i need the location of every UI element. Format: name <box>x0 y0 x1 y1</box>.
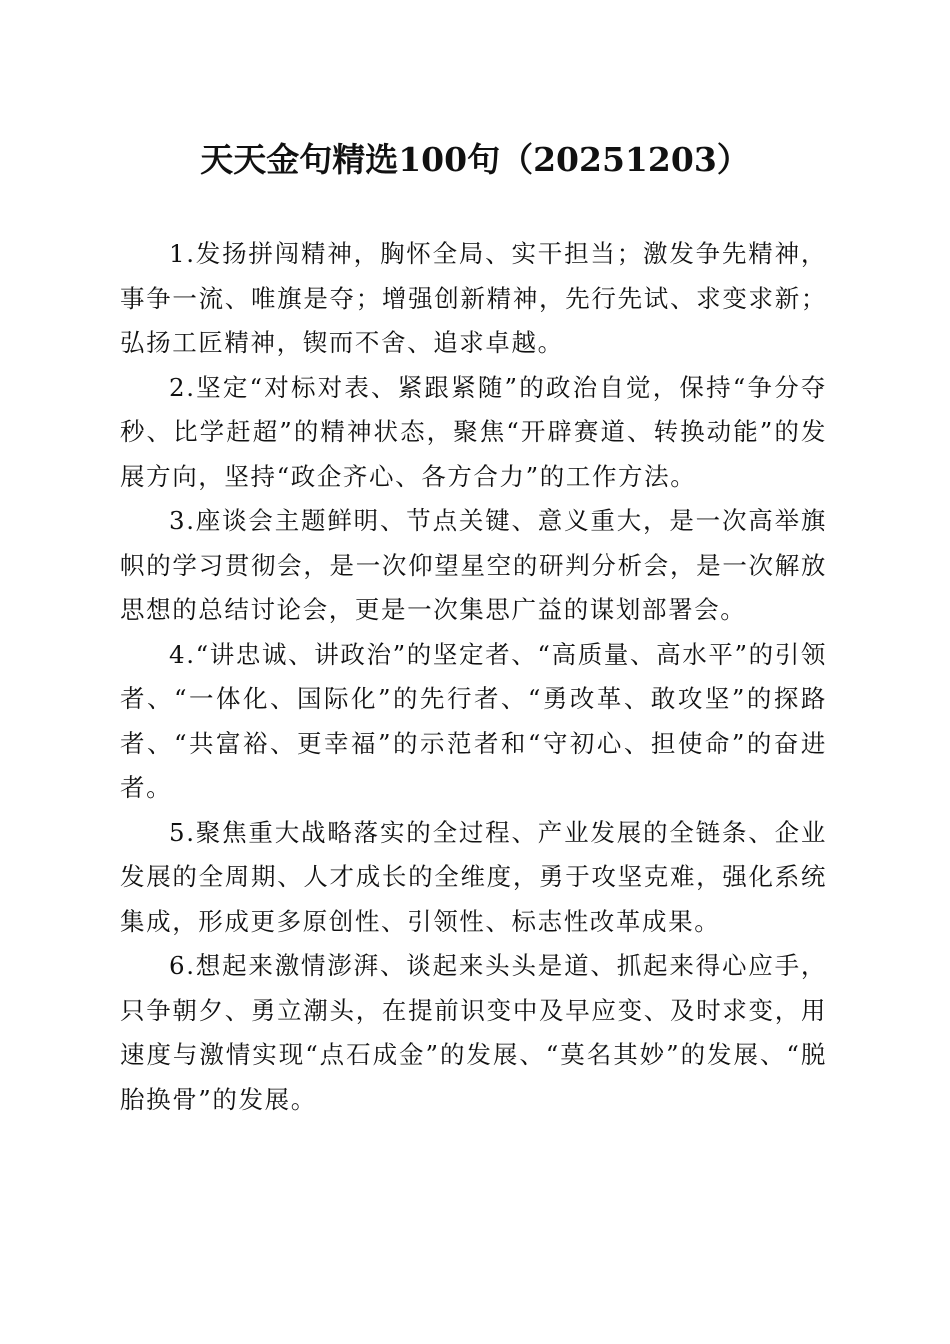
paragraph-4: 4.“讲忠诚、讲政治”的坚定者、“高质量、高水平”的引领者、“一体化、国际化”的先行者、“勇改革、敢攻坚”的探路者、“共富裕、更幸福”的示范者和“守初心、担使命”的奋进者。 <box>120 639 827 802</box>
paragraph-6: 6.想起来激情澎湃、谈起来头头是道、抓起来得心应手，只争朝夕、勇立潮头，在提前识变中及早应变、及时求变，用速度与激情实现“点石成金”的发展、“莫名其妙”的发展、“脱胎换骨”的发展。 <box>120 951 827 1114</box>
document-body <box>120 232 827 1122</box>
paragraph-3: 3.座谈会主题鲜明、节点关键、意义重大，是一次高举旗帜的学习贯彻会，是一次仰望星空的研判分析会，是一次解放思想的总结讨论会，更是一次集思广益的谋划部署会。 <box>120 506 827 624</box>
paragraph-5: 5.聚焦重大战略落实的全过程、产业发展的全链条、企业发展的全周期、人才成长的全维度，勇于攻坚克难，强化系统集成，形成更多原创性、引领性、标志性改革成果。 <box>120 817 827 936</box>
paragraph-1: 1.发扬拼闯精神，胸怀全局、实干担当；激发争先精神，事争一流、唯旗是夺；增强创新精神，先行先试、求变求新；弘扬工匠精神，锲而不舍、追求卓越。 <box>120 239 827 357</box>
paragraph-2: 2.坚定“对标对表、紧跟紧随”的政治自觉，保持“争分夺秒、比学赶超”的精神状态，聚焦“开辟赛道、转换动能”的发展方向，坚持“政企齐心、各方合力”的工作方法。 <box>120 372 827 491</box>
document-title: 天天金句精选100句（20251203） <box>200 140 750 179</box>
